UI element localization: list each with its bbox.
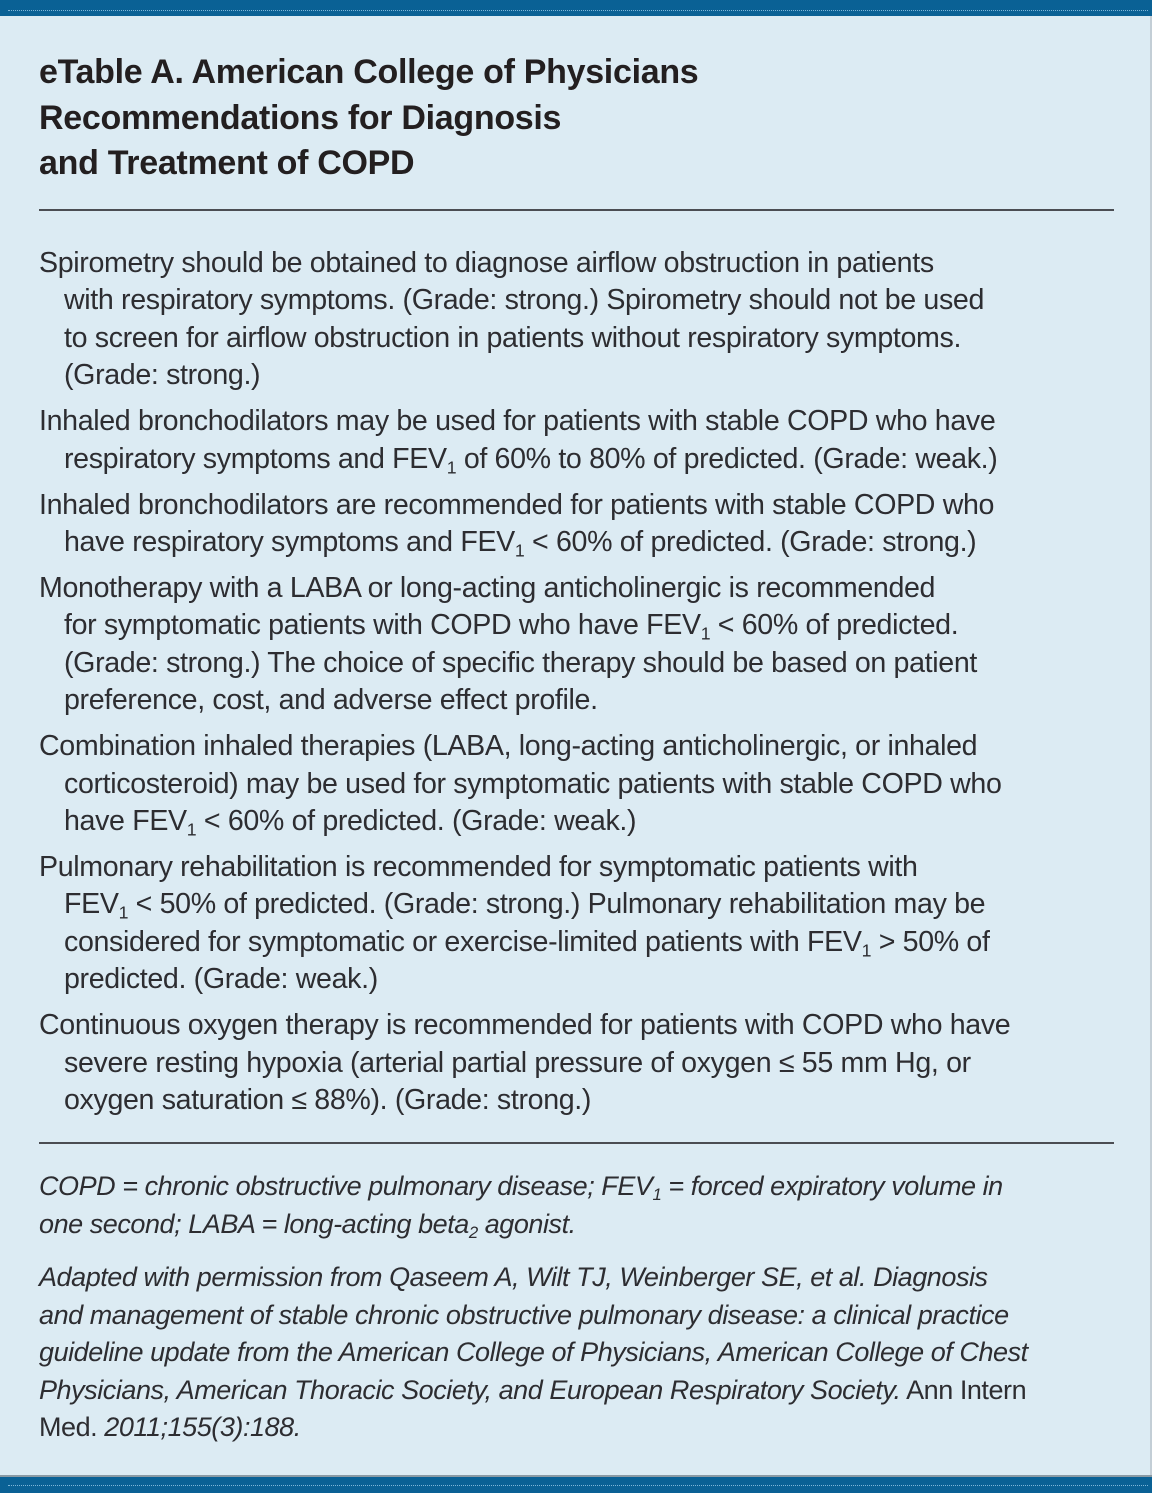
- subscript: 1: [700, 623, 711, 644]
- recommendation-line: Continuous oxygen therapy is recommended for patients with COPD who have: [39, 1009, 1011, 1042]
- subscript: 1: [514, 540, 525, 561]
- source-line: and management of stable chronic obstructive pulmonary disease: a clinical practice: [39, 1299, 1009, 1330]
- subscript: 1: [861, 940, 872, 961]
- subscript: 1: [446, 456, 457, 477]
- table-title-line: Recommendations for Diagnosis: [39, 98, 562, 137]
- recommendation-item: [39, 728, 1119, 840]
- recommendation-line: have respiratory symptoms and $FEV_1 < 60\%$ of predicted. (Grade: strong.): [64, 526, 977, 561]
- source-line: Adapted with permission from Qaseem A, Wilt TJ, Weinberger SE, et al. Diagnosis: [39, 1262, 988, 1292]
- bottom-banner-bar: [0, 1475, 1152, 1493]
- recommendation-line: Inhaled bronchodilators may be used for patients with stable COPD who have: [39, 405, 996, 438]
- recommendation-line: preference, cost, and adverse effect profile.: [64, 684, 598, 717]
- recommendation-item: [39, 245, 1119, 395]
- source-line: Physicians, American Thoracic Society, and European Respiratory Society. Ann Intern: [39, 1374, 1027, 1405]
- top-banner-bar: [0, 0, 1152, 16]
- recommendation-line: Combination inhaled therapies (LABA, long-acting anticholinergic, or inhaled: [39, 730, 978, 763]
- abbreviations-line: COPD = chronic obstructive pulmonary disease; $FEV_1$ = forced expiratory volume in: [39, 1171, 1003, 1205]
- recommendations-list: [39, 245, 1119, 1128]
- subscript: 1: [186, 819, 197, 840]
- recommendation-item: [39, 403, 1119, 478]
- recommendation-line: with respiratory symptoms. (Grade: strong.) Spirometry should not be used: [64, 284, 985, 317]
- recommendation-line: (Grade: strong.): [64, 359, 261, 392]
- recommendation-line: $FEV_1 < 50\%$ of predicted. (Grade: strong.) Pulmonary rehabilitation may be: [64, 888, 986, 923]
- subscript: 1: [652, 1185, 662, 1205]
- recommendation-item: [39, 487, 1119, 562]
- recommendation-line: have $FEV_1 < 60\%$ of predicted. (Grade: weak.): [64, 805, 637, 840]
- recommendation-line: to screen for airflow obstruction in patients without respiratory symptoms.: [64, 321, 962, 354]
- recommendation-item: [39, 570, 1119, 720]
- recommendation-line: Pulmonary rehabilitation is recommended for symptomatic patients with: [39, 851, 918, 884]
- subscript: 1: [118, 902, 129, 923]
- source-line: guideline update from the American College of Physicians, American College of Chest: [39, 1337, 1028, 1367]
- title-divider: [39, 209, 1114, 211]
- recommendation-line: for symptomatic patients with COPD who have $FEV_1 < 60\%$ of predicted.: [64, 609, 959, 644]
- recommendation-line: severe resting hypoxia (arterial partial pressure of oxygen ≤ 55 mm Hg, or: [64, 1046, 971, 1079]
- recommendation-line: corticosteroid) may be used for symptomatic patients with stable COPD who: [64, 767, 1002, 800]
- recommendation-item: [39, 1007, 1119, 1119]
- bottom-banner-dotted-rule: [8, 1485, 1148, 1486]
- recommendation-line: Inhaled bronchodilators are recommended for patients with stable COPD who: [39, 488, 995, 521]
- recommendation-line: respiratory symptoms and $FEV_1$ of 60% to 80% of predicted. (Grade: weak.): [64, 442, 998, 477]
- subscript: 2: [468, 1222, 478, 1242]
- abbreviations-footnote: [39, 1168, 1114, 1243]
- source-footnote: [39, 1259, 1114, 1447]
- recommendation-line: Monotherapy with a LABA or long-acting anticholinergic is recommended: [39, 572, 936, 605]
- journal-name: Med.: [39, 1412, 98, 1442]
- source-line: Med. 2011;155(3):188.: [39, 1412, 301, 1442]
- recommendation-line: considered for symptomatic or exercise-limited patients with $FEV_1 > 50\%$ of: [64, 925, 990, 961]
- recommendation-line: Spirometry should be obtained to diagnose airflow obstruction in patients: [39, 247, 934, 279]
- table-title-line: eTable A. American College of Physicians: [39, 53, 699, 91]
- top-banner-dotted-rule: [8, 10, 1148, 11]
- journal-name: Ann Intern: [900, 1374, 1027, 1405]
- table-title: [39, 50, 1039, 187]
- recommendation-item: [39, 849, 1119, 999]
- recommendation-line: (Grade: strong.) The choice of specific therapy should be based on patient: [64, 646, 977, 679]
- recommendation-line: oxygen saturation ≤ 88%). (Grade: strong.): [64, 1084, 592, 1117]
- abbreviations-line: one second; LABA = long-acting beta$_2$ agonist.: [39, 1208, 576, 1242]
- footnote-divider: [39, 1142, 1114, 1144]
- table-title-line: and Treatment of COPD: [39, 144, 415, 182]
- recommendation-line: predicted. (Grade: weak.): [64, 963, 378, 996]
